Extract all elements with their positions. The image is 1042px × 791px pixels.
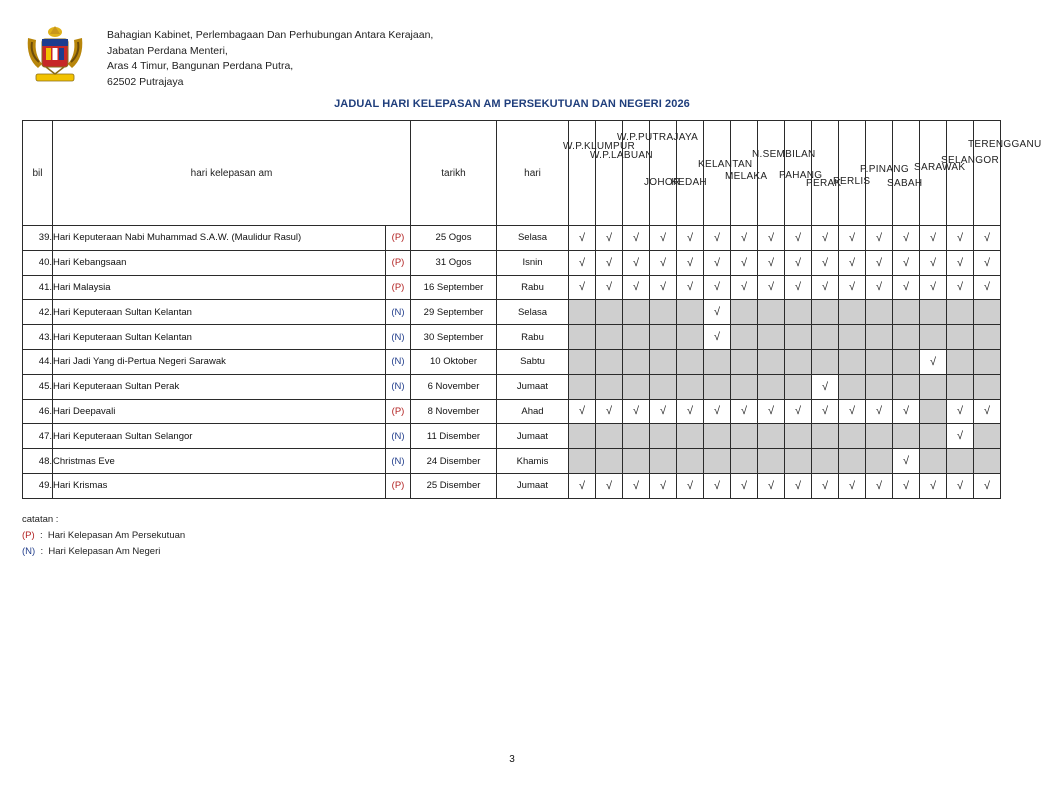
state-check-mark: √ [974, 250, 1001, 275]
state-not-applicable-cell [623, 349, 650, 374]
state-not-applicable-cell [893, 349, 920, 374]
holiday-type: (P) [386, 473, 411, 498]
state-not-applicable-cell [677, 449, 704, 474]
state-check-mark: √ [704, 226, 731, 251]
state-not-applicable-cell [866, 424, 893, 449]
state-check-mark: √ [866, 399, 893, 424]
state-not-applicable-cell [623, 325, 650, 350]
row-number: 49. [23, 473, 53, 498]
state-label: PERLIS [833, 175, 871, 187]
state-check-mark: √ [785, 250, 812, 275]
state-check-mark: √ [974, 226, 1001, 251]
row-number: 48. [23, 449, 53, 474]
column-header-bil: bil [23, 121, 53, 226]
holiday-day: Isnin [497, 250, 569, 275]
state-check-mark: √ [758, 399, 785, 424]
column-header-state [806, 121, 842, 226]
state-check-mark: √ [650, 473, 677, 498]
state-not-applicable-cell [650, 424, 677, 449]
state-not-applicable-cell [839, 449, 866, 474]
state-not-applicable-cell [920, 399, 947, 424]
state-not-applicable-cell [812, 349, 839, 374]
state-check-mark: √ [650, 275, 677, 300]
state-check-mark: √ [731, 250, 758, 275]
state-check-mark: √ [812, 473, 839, 498]
row-number: 40. [23, 250, 53, 275]
holiday-schedule-table [22, 120, 1042, 499]
state-not-applicable-cell [650, 449, 677, 474]
state-check-mark: √ [758, 473, 785, 498]
column-header-state [914, 121, 966, 226]
state-not-applicable-cell [947, 349, 974, 374]
holiday-date: 25 Disember [411, 473, 497, 498]
row-number: 43. [23, 325, 53, 350]
coat-of-arms-logo [22, 24, 88, 88]
state-check-mark: √ [623, 473, 650, 498]
state-check-mark: √ [731, 226, 758, 251]
state-not-applicable-cell [893, 325, 920, 350]
state-check-mark: √ [893, 473, 920, 498]
holiday-date: 31 Ogos [411, 250, 497, 275]
state-label: KELANTAN [698, 158, 753, 170]
state-check-mark: √ [785, 473, 812, 498]
row-number: 47. [23, 424, 53, 449]
state-not-applicable-cell [731, 449, 758, 474]
table-header-row [23, 121, 1001, 226]
holiday-type: (P) [386, 399, 411, 424]
holiday-date: 24 Disember [411, 449, 497, 474]
state-label: W.P.KLUMPUR [563, 140, 636, 152]
holiday-name: Hari Malaysia [53, 275, 386, 300]
state-check-mark: √ [839, 399, 866, 424]
holiday-day: Rabu [497, 275, 569, 300]
state-check-mark: √ [596, 473, 623, 498]
holiday-date: 16 September [411, 275, 497, 300]
state-not-applicable-cell [893, 424, 920, 449]
holiday-day: Rabu [497, 325, 569, 350]
row-number: 45. [23, 374, 53, 399]
state-not-applicable-cell [704, 449, 731, 474]
state-not-applicable-cell [650, 300, 677, 325]
address-line: 62502 Putrajaya [107, 75, 184, 88]
note-text: Hari Kelepasan Am Negeri [48, 546, 161, 557]
column-header-day: hari [497, 121, 569, 226]
holiday-day: Jumaat [497, 374, 569, 399]
column-header-state [941, 121, 999, 226]
state-not-applicable-cell [731, 325, 758, 350]
state-not-applicable-cell [731, 300, 758, 325]
state-check-mark: √ [893, 399, 920, 424]
state-check-mark: √ [812, 275, 839, 300]
table-row [23, 374, 1001, 399]
notes-section [22, 512, 185, 560]
state-not-applicable-cell [920, 300, 947, 325]
state-check-mark: √ [650, 250, 677, 275]
state-check-mark: √ [569, 226, 596, 251]
holiday-name: Hari Krismas [53, 473, 386, 498]
holiday-type: (P) [386, 250, 411, 275]
state-check-mark: √ [677, 399, 704, 424]
state-not-applicable-cell [569, 374, 596, 399]
column-header-state [671, 121, 707, 226]
state-not-applicable-cell [569, 325, 596, 350]
holiday-date: 6 November [411, 374, 497, 399]
state-not-applicable-cell [677, 424, 704, 449]
state-check-mark: √ [596, 226, 623, 251]
state-check-mark: √ [920, 226, 947, 251]
state-not-applicable-cell [677, 349, 704, 374]
state-label: W.P.PUTRAJAYA [617, 131, 699, 143]
state-not-applicable-cell [623, 374, 650, 399]
state-not-applicable-cell [758, 374, 785, 399]
state-check-mark: √ [947, 275, 974, 300]
state-not-applicable-cell [920, 424, 947, 449]
state-check-mark: √ [785, 399, 812, 424]
holiday-day: Selasa [497, 226, 569, 251]
state-check-mark: √ [839, 275, 866, 300]
state-not-applicable-cell [758, 349, 785, 374]
column-header-state [644, 121, 681, 226]
state-not-applicable-cell [839, 349, 866, 374]
holiday-name: Hari Keputeraan Sultan Kelantan [53, 300, 386, 325]
note-item [22, 528, 185, 544]
holiday-date: 29 September [411, 300, 497, 325]
state-not-applicable-cell [731, 349, 758, 374]
state-not-applicable-cell [866, 300, 893, 325]
holiday-type: (P) [386, 275, 411, 300]
holiday-name: Hari Keputeraan Sultan Kelantan [53, 325, 386, 350]
table-row [23, 449, 1001, 474]
state-check-mark: √ [569, 250, 596, 275]
state-check-mark: √ [839, 473, 866, 498]
row-number: 41. [23, 275, 53, 300]
holiday-name: Hari Keputeraan Nabi Muhammad S.A.W. (Maulidur Rasul) [53, 226, 386, 251]
table-row [23, 473, 1001, 498]
state-not-applicable-cell [623, 449, 650, 474]
state-label: SARAWAK [914, 161, 966, 173]
state-not-applicable-cell [974, 300, 1001, 325]
state-check-mark: √ [704, 473, 731, 498]
state-check-mark: √ [731, 399, 758, 424]
state-label: MELAKA [725, 170, 768, 182]
holiday-day: Selasa [497, 300, 569, 325]
state-check-mark: √ [758, 275, 785, 300]
state-not-applicable-cell [704, 424, 731, 449]
state-not-applicable-cell [596, 449, 623, 474]
state-not-applicable-cell [839, 300, 866, 325]
state-not-applicable-cell [974, 349, 1001, 374]
state-check-mark: √ [758, 250, 785, 275]
state-check-mark: √ [920, 275, 947, 300]
state-not-applicable-cell [920, 325, 947, 350]
ministry-address [107, 28, 433, 90]
state-check-mark: √ [704, 399, 731, 424]
notes-heading: catatan : [22, 514, 59, 525]
note-code: (N) [22, 546, 36, 557]
state-not-applicable-cell [947, 449, 974, 474]
state-check-mark: √ [677, 473, 704, 498]
holiday-name: Hari Deepavali [53, 399, 386, 424]
state-check-mark: √ [812, 250, 839, 275]
table-row [23, 349, 1001, 374]
holiday-day: Jumaat [497, 424, 569, 449]
state-not-applicable-cell [785, 449, 812, 474]
state-check-mark: √ [893, 275, 920, 300]
state-not-applicable-cell [866, 325, 893, 350]
state-label: PERAK [806, 177, 842, 189]
holiday-name: Hari Keputeraan Sultan Selangor [53, 424, 386, 449]
state-label: SABAH [887, 177, 923, 189]
holiday-day: Sabtu [497, 349, 569, 374]
state-check-mark: √ [623, 250, 650, 275]
state-not-applicable-cell [569, 449, 596, 474]
holiday-date: 11 Disember [411, 424, 497, 449]
state-check-mark: √ [866, 250, 893, 275]
table-row [23, 226, 1001, 251]
state-check-mark: √ [839, 250, 866, 275]
note-code: (P) [22, 530, 35, 541]
state-not-applicable-cell [569, 349, 596, 374]
state-check-mark: √ [866, 473, 893, 498]
holiday-type: (P) [386, 226, 411, 251]
holiday-date: 10 Oktober [411, 349, 497, 374]
state-label: KEDAH [671, 177, 707, 189]
state-not-applicable-cell [974, 374, 1001, 399]
state-not-applicable-cell [947, 325, 974, 350]
state-not-applicable-cell [920, 449, 947, 474]
state-check-mark: √ [569, 473, 596, 498]
state-check-mark: √ [731, 473, 758, 498]
table-row [23, 250, 1001, 275]
state-check-mark: √ [812, 226, 839, 251]
table-row [23, 424, 1001, 449]
holiday-type: (N) [386, 424, 411, 449]
table-row [23, 325, 1001, 350]
state-label: SELANGOR [941, 155, 999, 167]
state-check-mark: √ [839, 226, 866, 251]
state-not-applicable-cell [596, 300, 623, 325]
state-not-applicable-cell [650, 325, 677, 350]
state-not-applicable-cell [893, 300, 920, 325]
state-not-applicable-cell [866, 374, 893, 399]
state-check-mark: √ [650, 226, 677, 251]
state-not-applicable-cell [785, 424, 812, 449]
state-not-applicable-cell [866, 349, 893, 374]
holiday-date: 25 Ogos [411, 226, 497, 251]
state-check-mark: √ [866, 275, 893, 300]
state-check-mark: √ [920, 349, 947, 374]
state-not-applicable-cell [596, 349, 623, 374]
row-number: 44. [23, 349, 53, 374]
state-check-mark: √ [920, 250, 947, 275]
state-check-mark: √ [785, 275, 812, 300]
holiday-day: Khamis [497, 449, 569, 474]
state-check-mark: √ [893, 250, 920, 275]
holiday-name: Christmas Eve [53, 449, 386, 474]
address-line: Bahagian Kabinet, Perlembagaan Dan Perhubungan Antara Kerajaan, [107, 29, 434, 41]
state-check-mark: √ [677, 226, 704, 251]
row-number: 46. [23, 399, 53, 424]
state-not-applicable-cell [758, 424, 785, 449]
holiday-day: Ahad [497, 399, 569, 424]
state-not-applicable-cell [569, 300, 596, 325]
state-check-mark: √ [812, 374, 839, 399]
holiday-name: Hari Keputeraan Sultan Perak [53, 374, 386, 399]
state-not-applicable-cell [812, 325, 839, 350]
state-check-mark: √ [893, 449, 920, 474]
column-header-holiday: hari kelepasan am [53, 121, 411, 226]
state-check-mark: √ [623, 399, 650, 424]
column-header-date: tarikh [411, 121, 497, 226]
state-not-applicable-cell [596, 374, 623, 399]
state-check-mark: √ [677, 275, 704, 300]
state-not-applicable-cell [947, 374, 974, 399]
state-label: PAHANG [779, 169, 823, 181]
holiday-date: 8 November [411, 399, 497, 424]
state-not-applicable-cell [596, 325, 623, 350]
state-not-applicable-cell [893, 374, 920, 399]
state-not-applicable-cell [812, 300, 839, 325]
state-check-mark: √ [704, 300, 731, 325]
state-not-applicable-cell [920, 374, 947, 399]
state-label: N.SEMBILAN [752, 149, 816, 161]
state-not-applicable-cell [839, 325, 866, 350]
table-row [23, 399, 1001, 424]
holiday-type: (N) [386, 325, 411, 350]
document-title: JADUAL HARI KELEPASAN AM PERSEKUTUAN DAN NEGERI 2026 [334, 98, 690, 110]
address-line: Aras 4 Timur, Bangunan Perdana Putra, [107, 60, 294, 73]
state-check-mark: √ [623, 226, 650, 251]
state-not-applicable-cell [785, 374, 812, 399]
holiday-type: (N) [386, 349, 411, 374]
state-not-applicable-cell [974, 325, 1001, 350]
state-check-mark: √ [596, 399, 623, 424]
state-not-applicable-cell [731, 374, 758, 399]
state-not-applicable-cell [866, 449, 893, 474]
state-check-mark: √ [704, 250, 731, 275]
state-not-applicable-cell [650, 374, 677, 399]
holiday-name: Hari Kebangsaan [53, 250, 386, 275]
state-check-mark: √ [569, 399, 596, 424]
state-check-mark: √ [677, 250, 704, 275]
state-check-mark: √ [596, 275, 623, 300]
state-not-applicable-cell [677, 300, 704, 325]
state-not-applicable-cell [758, 325, 785, 350]
state-not-applicable-cell [623, 424, 650, 449]
state-label: P.PINANG [860, 164, 909, 176]
state-check-mark: √ [920, 473, 947, 498]
state-check-mark: √ [596, 250, 623, 275]
note-separator: : [40, 546, 44, 557]
state-check-mark: √ [893, 226, 920, 251]
state-label: W.P.LABUAN [590, 150, 653, 162]
state-check-mark: √ [947, 226, 974, 251]
state-check-mark: √ [704, 325, 731, 350]
state-check-mark: √ [704, 275, 731, 300]
state-check-mark: √ [866, 226, 893, 251]
holiday-type: (N) [386, 300, 411, 325]
state-not-applicable-cell [785, 349, 812, 374]
holiday-name: Hari Jadi Yang di-Pertua Negeri Sarawak [53, 349, 386, 374]
state-not-applicable-cell [839, 424, 866, 449]
state-check-mark: √ [569, 275, 596, 300]
holiday-date: 30 September [411, 325, 497, 350]
state-not-applicable-cell [947, 300, 974, 325]
state-not-applicable-cell [785, 300, 812, 325]
state-not-applicable-cell [704, 349, 731, 374]
state-not-applicable-cell [704, 374, 731, 399]
note-text: Hari Kelepasan Am Persekutuan [47, 530, 186, 541]
state-check-mark: √ [623, 275, 650, 300]
table-row [23, 275, 1001, 300]
state-not-applicable-cell [812, 424, 839, 449]
state-not-applicable-cell [758, 449, 785, 474]
state-not-applicable-cell [650, 349, 677, 374]
table-row [23, 300, 1001, 325]
holiday-type: (N) [386, 449, 411, 474]
state-check-mark: √ [974, 399, 1001, 424]
state-not-applicable-cell [785, 325, 812, 350]
state-not-applicable-cell [758, 300, 785, 325]
state-check-mark: √ [974, 473, 1001, 498]
state-check-mark: √ [974, 275, 1001, 300]
note-item [22, 544, 185, 560]
state-check-mark: √ [947, 473, 974, 498]
holiday-day: Jumaat [497, 473, 569, 498]
state-check-mark: √ [650, 399, 677, 424]
state-not-applicable-cell [677, 325, 704, 350]
state-check-mark: √ [947, 399, 974, 424]
state-check-mark: √ [758, 226, 785, 251]
state-check-mark: √ [812, 399, 839, 424]
page-number: 3 [509, 754, 515, 765]
state-not-applicable-cell [623, 300, 650, 325]
row-number: 42. [23, 300, 53, 325]
state-label: TERENGGANU [968, 139, 1042, 151]
state-not-applicable-cell [974, 424, 1001, 449]
table-body [23, 226, 1001, 499]
state-check-mark: √ [731, 275, 758, 300]
state-not-applicable-cell [731, 424, 758, 449]
holiday-type: (N) [386, 374, 411, 399]
state-label: JOHOR [644, 176, 681, 188]
state-not-applicable-cell [677, 374, 704, 399]
state-not-applicable-cell [569, 424, 596, 449]
state-not-applicable-cell [596, 424, 623, 449]
state-not-applicable-cell [839, 374, 866, 399]
state-not-applicable-cell [812, 449, 839, 474]
state-check-mark: √ [947, 250, 974, 275]
state-check-mark: √ [947, 424, 974, 449]
state-not-applicable-cell [974, 449, 1001, 474]
row-number: 39. [23, 226, 53, 251]
state-check-mark: √ [785, 226, 812, 251]
address-line: Jabatan Perdana Menteri, [107, 44, 228, 57]
note-separator: : [39, 530, 43, 541]
